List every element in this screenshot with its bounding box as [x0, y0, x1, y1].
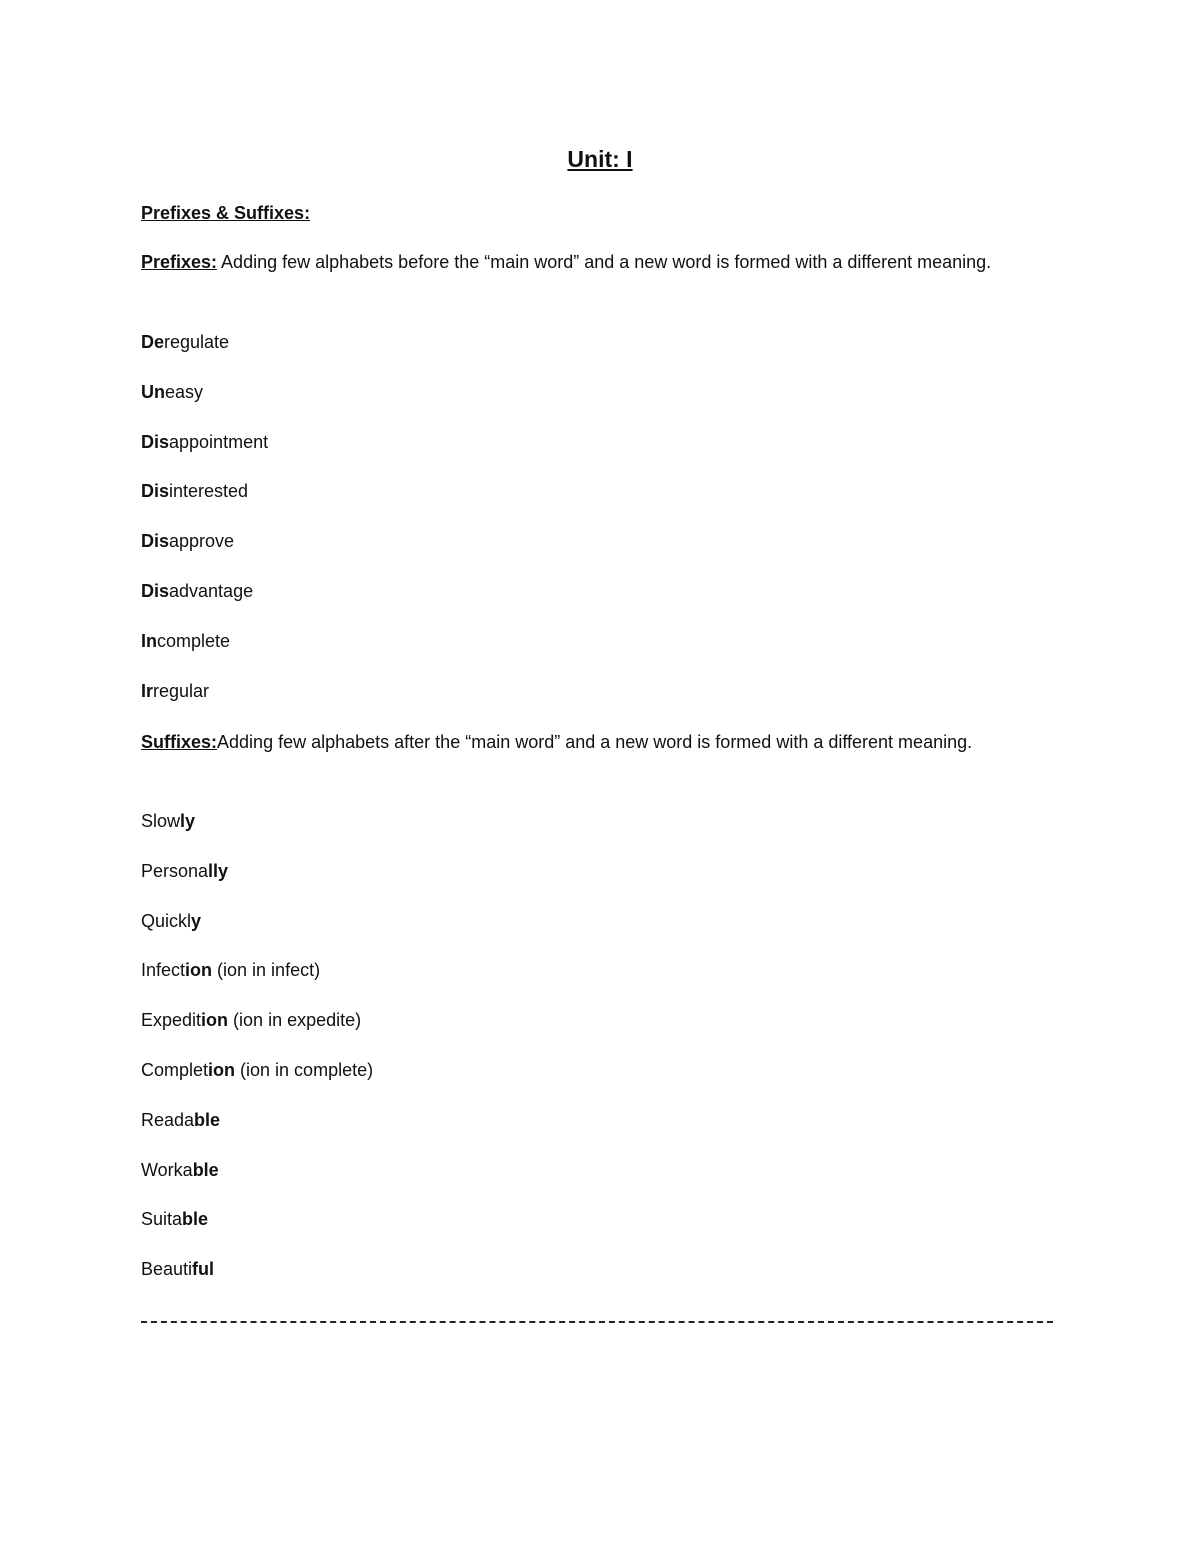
word-rest: easy: [165, 381, 204, 402]
word-bold: ion: [208, 1060, 236, 1080]
prefixes-label: Prefixes:: [141, 252, 218, 272]
suffixes-definition-text: Adding few alphabets after the “main word” and a new word is formed with a different meaning.: [217, 732, 973, 752]
word-rest: Complet: [141, 1060, 209, 1080]
word-item: [141, 1055, 1041, 1086]
suffixes-label: Suffixes:: [141, 732, 218, 752]
word-bold: ion: [185, 960, 213, 981]
word-item: [141, 526, 1041, 557]
word-bold: Ir: [141, 680, 154, 701]
word-item: [141, 1254, 1041, 1285]
word-item: [141, 806, 1041, 837]
word-bold: ful: [192, 1259, 215, 1280]
word-item: [141, 906, 1041, 937]
prefixes-definition-text: Adding few alphabets before the “main word” and a new word is formed with a different meaning.: [217, 252, 992, 272]
word-rest: Infect: [141, 960, 186, 981]
word-item: [141, 327, 1041, 358]
word-bold: Un: [141, 381, 165, 402]
word-rest: regulate: [164, 332, 230, 352]
word-note: (ion in complete): [235, 1060, 374, 1080]
word-bold: lly: [208, 860, 229, 881]
word-bold: Dis: [141, 531, 170, 552]
word-item: [141, 676, 1041, 707]
word-item: [141, 476, 1041, 507]
word-item: [141, 427, 1041, 458]
word-bold: ble: [182, 1209, 209, 1230]
word-rest: interested: [169, 481, 249, 502]
word-item: [141, 1005, 1041, 1036]
divider-line: [141, 1321, 1053, 1323]
word-rest: Worka: [141, 1159, 193, 1180]
word-rest: regular: [153, 680, 210, 701]
word-bold: Dis: [141, 431, 170, 452]
word-item: [141, 377, 1041, 408]
word-note: (ion in infect): [212, 960, 321, 981]
word-rest: Slow: [141, 811, 181, 831]
word-rest: Beauti: [141, 1259, 193, 1280]
word-item: [141, 955, 1041, 986]
word-item: [141, 1155, 1041, 1186]
word-rest: Reada: [141, 1109, 195, 1130]
prefixes-definition: [141, 247, 1041, 278]
word-rest: Expedit: [141, 1010, 202, 1031]
word-item: [141, 856, 1041, 887]
word-bold: y: [191, 910, 202, 931]
word-bold: In: [141, 630, 157, 651]
word-item: [141, 626, 1041, 657]
word-rest: approve: [169, 531, 235, 552]
word-bold: ble: [192, 1159, 219, 1180]
word-rest: advantage: [169, 581, 254, 601]
suffixes-definition: [141, 727, 1041, 758]
word-rest: Persona: [141, 860, 209, 881]
word-note: (ion in expedite): [228, 1010, 362, 1031]
word-rest: Suita: [141, 1209, 183, 1230]
word-bold: ly: [180, 811, 196, 831]
word-bold: ion: [201, 1010, 229, 1031]
word-rest: appointment: [169, 431, 269, 452]
word-bold: Dis: [141, 581, 170, 601]
word-rest: Quickl: [141, 910, 192, 931]
word-bold: ble: [194, 1109, 221, 1130]
word-bold: De: [141, 332, 165, 352]
word-item: [141, 1105, 1041, 1136]
page-title: Unit: I: [567, 146, 633, 172]
word-item: [141, 576, 1041, 607]
word-rest: complete: [157, 630, 231, 651]
section-heading: Prefixes & Suffixes:: [141, 203, 311, 223]
word-item: [141, 1204, 1041, 1235]
word-bold: Dis: [141, 481, 170, 502]
